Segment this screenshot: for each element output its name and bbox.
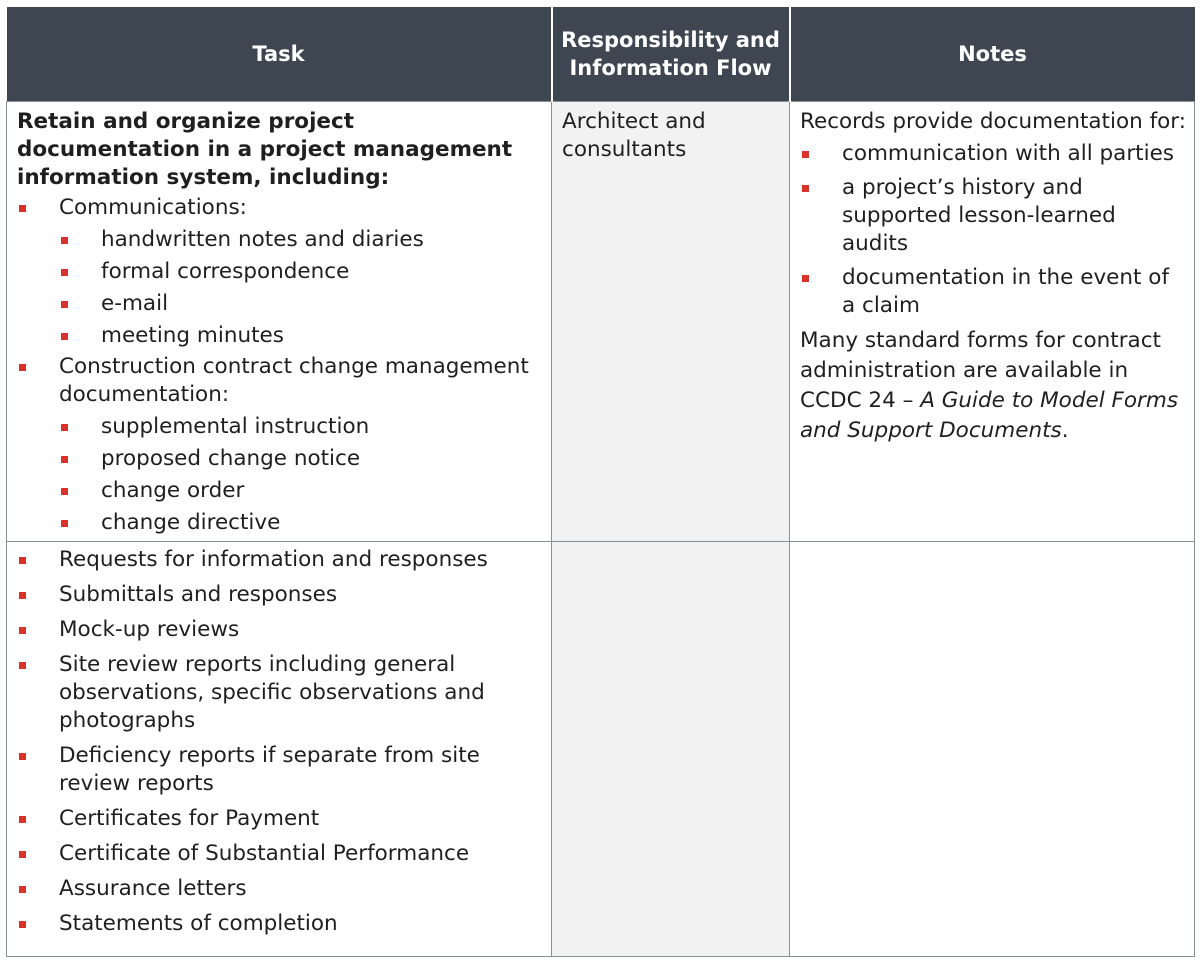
task-list bbox=[17, 546, 543, 938]
bullet-icon bbox=[61, 424, 68, 431]
documentation-table bbox=[6, 7, 1195, 957]
list-item-label: change directive bbox=[101, 510, 281, 535]
header-row bbox=[7, 7, 1195, 102]
list-item bbox=[17, 875, 543, 903]
list-item-label: Mock-up reviews bbox=[59, 617, 240, 642]
list-item bbox=[17, 413, 543, 441]
list-item-label: formal correspondence bbox=[101, 259, 350, 284]
bullet-icon bbox=[61, 269, 68, 276]
bullet-icon bbox=[19, 851, 26, 858]
list-item-label: Statements of completion bbox=[59, 911, 338, 936]
list-item-label: e-mail bbox=[101, 291, 169, 316]
list-item-label: change order bbox=[101, 478, 245, 503]
notes-closing-prefix: Many standard forms for contract administration are available in CCDC 24 – bbox=[800, 328, 1161, 413]
notes-intro: Records provide documentation for: bbox=[800, 109, 1186, 134]
list-item bbox=[17, 258, 543, 286]
notes-list bbox=[800, 140, 1186, 320]
responsibility-cell bbox=[552, 102, 790, 542]
bullet-icon bbox=[19, 592, 26, 599]
bullet-icon bbox=[802, 185, 809, 192]
list-item bbox=[17, 910, 543, 938]
bullet-icon bbox=[19, 753, 26, 760]
bullet-icon bbox=[61, 520, 68, 527]
list-item-label: Submittals and responses bbox=[59, 582, 338, 607]
list-item-label: a project’s history and supported lesson-learned audits bbox=[842, 175, 1116, 256]
task-cell bbox=[7, 542, 552, 957]
notes-cell bbox=[790, 102, 1195, 542]
header-task: Task bbox=[7, 7, 552, 102]
bullet-icon bbox=[19, 364, 26, 371]
bullet-icon bbox=[61, 456, 68, 463]
list-item bbox=[17, 290, 543, 318]
list-item bbox=[17, 509, 543, 537]
bullet-icon bbox=[19, 662, 26, 669]
table-row bbox=[7, 542, 1195, 957]
bullet-icon bbox=[19, 627, 26, 634]
header-notes: Notes bbox=[790, 7, 1195, 102]
list-item bbox=[17, 322, 543, 350]
list-item-label: Assurance letters bbox=[59, 876, 247, 901]
list-item-label: Deficiency reports if separate from site review reports bbox=[59, 743, 480, 796]
bullet-icon bbox=[61, 333, 68, 340]
list-item-label: Certificates for Payment bbox=[59, 806, 320, 831]
bullet-icon bbox=[802, 151, 809, 158]
bullet-icon bbox=[19, 557, 26, 564]
list-item-label: meeting minutes bbox=[101, 323, 284, 348]
bullet-icon bbox=[19, 886, 26, 893]
bullet-icon bbox=[19, 205, 26, 212]
list-item-label: communication with all parties bbox=[842, 141, 1175, 166]
notes-cell bbox=[790, 542, 1195, 957]
table-row bbox=[7, 102, 1195, 542]
bullet-icon bbox=[61, 488, 68, 495]
header-responsibility: Responsibility and Information Flow bbox=[552, 7, 790, 102]
list-item-label: documentation in the event of a claim bbox=[842, 265, 1170, 318]
notes-closing bbox=[800, 326, 1186, 446]
list-item bbox=[17, 616, 543, 644]
list-item-label: Communications: bbox=[59, 195, 247, 220]
bullet-icon bbox=[802, 275, 809, 282]
list-item bbox=[17, 742, 543, 798]
list-item-label: Requests for information and responses bbox=[59, 547, 488, 572]
task-lead: Retain and organize project documentation in a project management information system, including: bbox=[17, 109, 513, 190]
sub-list bbox=[17, 413, 543, 537]
list-item bbox=[17, 445, 543, 473]
bullet-icon bbox=[61, 237, 68, 244]
responsibility-cell bbox=[552, 542, 790, 957]
bullet-icon bbox=[19, 816, 26, 823]
list-item bbox=[800, 140, 1186, 168]
list-item bbox=[17, 651, 543, 735]
list-item bbox=[17, 226, 543, 254]
notes-closing-suffix: . bbox=[1061, 418, 1069, 443]
list-item bbox=[17, 805, 543, 833]
notes-closing-title: A Guide to Model Forms and Support Documents bbox=[800, 388, 1179, 443]
list-item bbox=[800, 174, 1186, 258]
list-item-label: Site review reports including general observations, specific observations and photographs bbox=[59, 652, 485, 733]
list-item bbox=[17, 581, 543, 609]
list-item bbox=[17, 353, 543, 537]
list-item bbox=[17, 194, 543, 350]
list-item bbox=[17, 477, 543, 505]
list-item-label: handwritten notes and diaries bbox=[101, 227, 424, 252]
list-item-label: supplemental instruction bbox=[101, 414, 370, 439]
list-item bbox=[800, 264, 1186, 320]
task-cell bbox=[7, 102, 552, 542]
list-item-label: Certificate of Substantial Performance bbox=[59, 841, 470, 866]
task-list bbox=[17, 194, 543, 537]
sub-list bbox=[17, 226, 543, 350]
responsibility-text: Architect and consultants bbox=[562, 109, 706, 162]
bullet-icon bbox=[61, 301, 68, 308]
list-item-label: proposed change notice bbox=[101, 446, 361, 471]
list-item bbox=[17, 840, 543, 868]
list-item bbox=[17, 546, 543, 574]
bullet-icon bbox=[19, 921, 26, 928]
list-item-label: Construction contract change management documentation: bbox=[59, 354, 529, 407]
